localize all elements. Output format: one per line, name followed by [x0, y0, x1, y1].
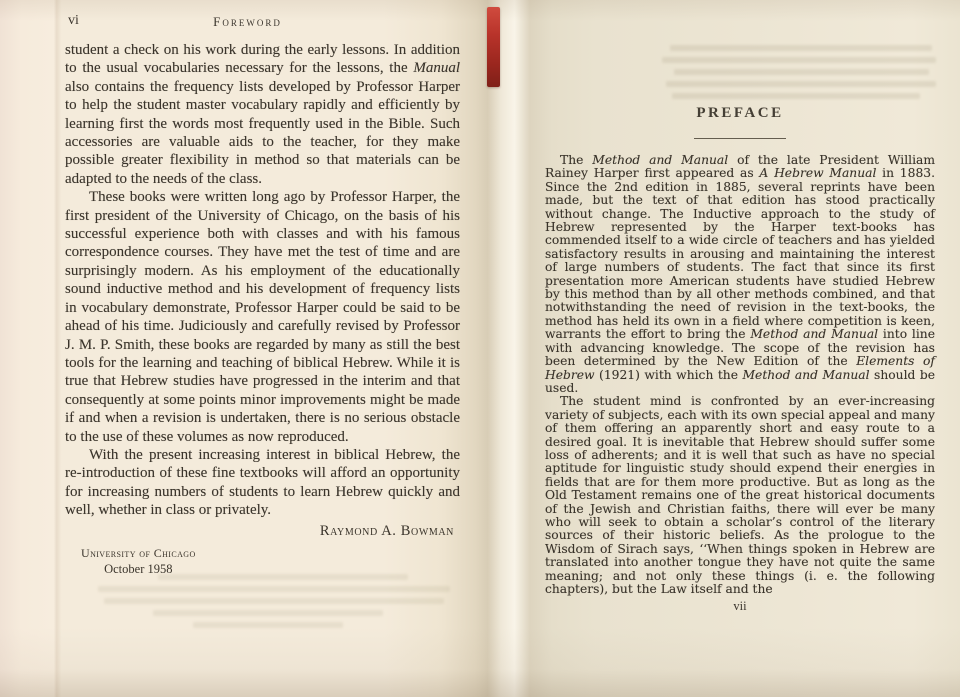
- foreword-paragraph-3: With the present increasing interest in biblical Hebrew, the re-introduction of these fine textbooks will afford an opportunity for increasing numbers of students to learn Hebrew quickly and well, whether in class or privately.: [65, 446, 460, 519]
- foreword-paragraph-1: student a check on his work during the early lessons. In addition to the usual vocabularies necessary for the lessons, the Manual also contains the frequency lists developed by Professor Harper to help the student master vocabulary rapidly and efficiently by learning first the words most frequently used in the Bible. Such accessories are valuable aids to the teacher, for they make possible greater flexibility in method so that materials can be adapted to the needs of the class.: [65, 42, 460, 187]
- preface-paragraph-1: The Method and Manual of the late President William Rainey Harper first appeared as A Hebrew Manual in 1883. Since the 2nd edition in 1885, several reprints have been made, but the text of that edition has stood practically without change. The Inductive approach to the study of Hebrew represented by the Harper text-books has commended itself to a wide circle of teachers and has yielded satisfactory results in arousing and maintaining the interest of large numbers of students. The fact that since its first presentation more American students have studied Hebrew by this method than by all other methods combined, and that notwithstanding the need of revision in the text-books, the method has held its own in a field where competition is keen, warrants the effort to bring the Method and Manual into line with advancing knowledge. The scope of the revision has been determined by the New Edition of the Elements of Hebrew (1921) with which the Method and Manual should be used.: [545, 153, 936, 395]
- bleed-through-text-left: [98, 574, 456, 634]
- bleed-through-text-right: [662, 45, 938, 105]
- page-number-vi: vi: [68, 13, 79, 28]
- title-rule: [694, 138, 786, 139]
- preface-text-block: [545, 104, 935, 596]
- foreword-paragraph-2: These books were written long ago by Professor Harper, the first president of the University of Chicago, on the basis of his successful experience both with classes and with his famous correspondence courses. They have met the test of time and are surprisingly modern. As his employment of the educationally sound inductive method and his development of frequency lists in vocabulary demonstrate, Professor Harper could be said to be ahead of his time. Judiciously and carefully revised by Professor J. M. P. Smith, these books are regarded by many as still the best tools for the learning and teaching of biblical Hebrew. While it is true that Hebrew studies have progressed in the interim and that consequently at some points minor improvements might be made if and when a revision is undertaken, there is no serious obstacle to the use of these volumes as now reproduced.: [65, 189, 460, 445]
- running-header-foreword: Foreword: [213, 14, 282, 29]
- preface-title: PREFACE: [696, 105, 784, 121]
- red-ribbon-bookmark: [487, 7, 500, 87]
- page-number-vii: vii: [733, 599, 747, 613]
- imprint-block: [81, 546, 196, 577]
- imprint-date: October 1958: [104, 561, 173, 576]
- imprint-university: University of Chicago: [81, 545, 196, 560]
- foreword-text-block: [65, 41, 460, 578]
- signature-raymond-bowman: Raymond A. Bowman: [319, 522, 454, 539]
- preface-paragraph-2: The student mind is confronted by an ever-increasing variety of subjects, each with its own special appeal and many of them offering an apparently short and easy route to a desired goal. It is inevitable that Hebrew should suffer some loss of adherents; and it is well that such as have no special aptitude for linguistic study should expend their energies in fields that are for them more productive. But as long as the Old Testament remains one of the great historical documents of the Jewish and Christian faiths, there will ever be many who will seek to obtain a scholar’s control of the literary sources of their historic beliefs. As the prologue to the Wisdom of Sirach says, ‘‘When things spoken in Hebrew are translated into another tongue they have not quite the same meaning; and not only these things (i. e. the following chapters), but the Law itself and the: [545, 394, 935, 596]
- left-page-header: [65, 13, 460, 31]
